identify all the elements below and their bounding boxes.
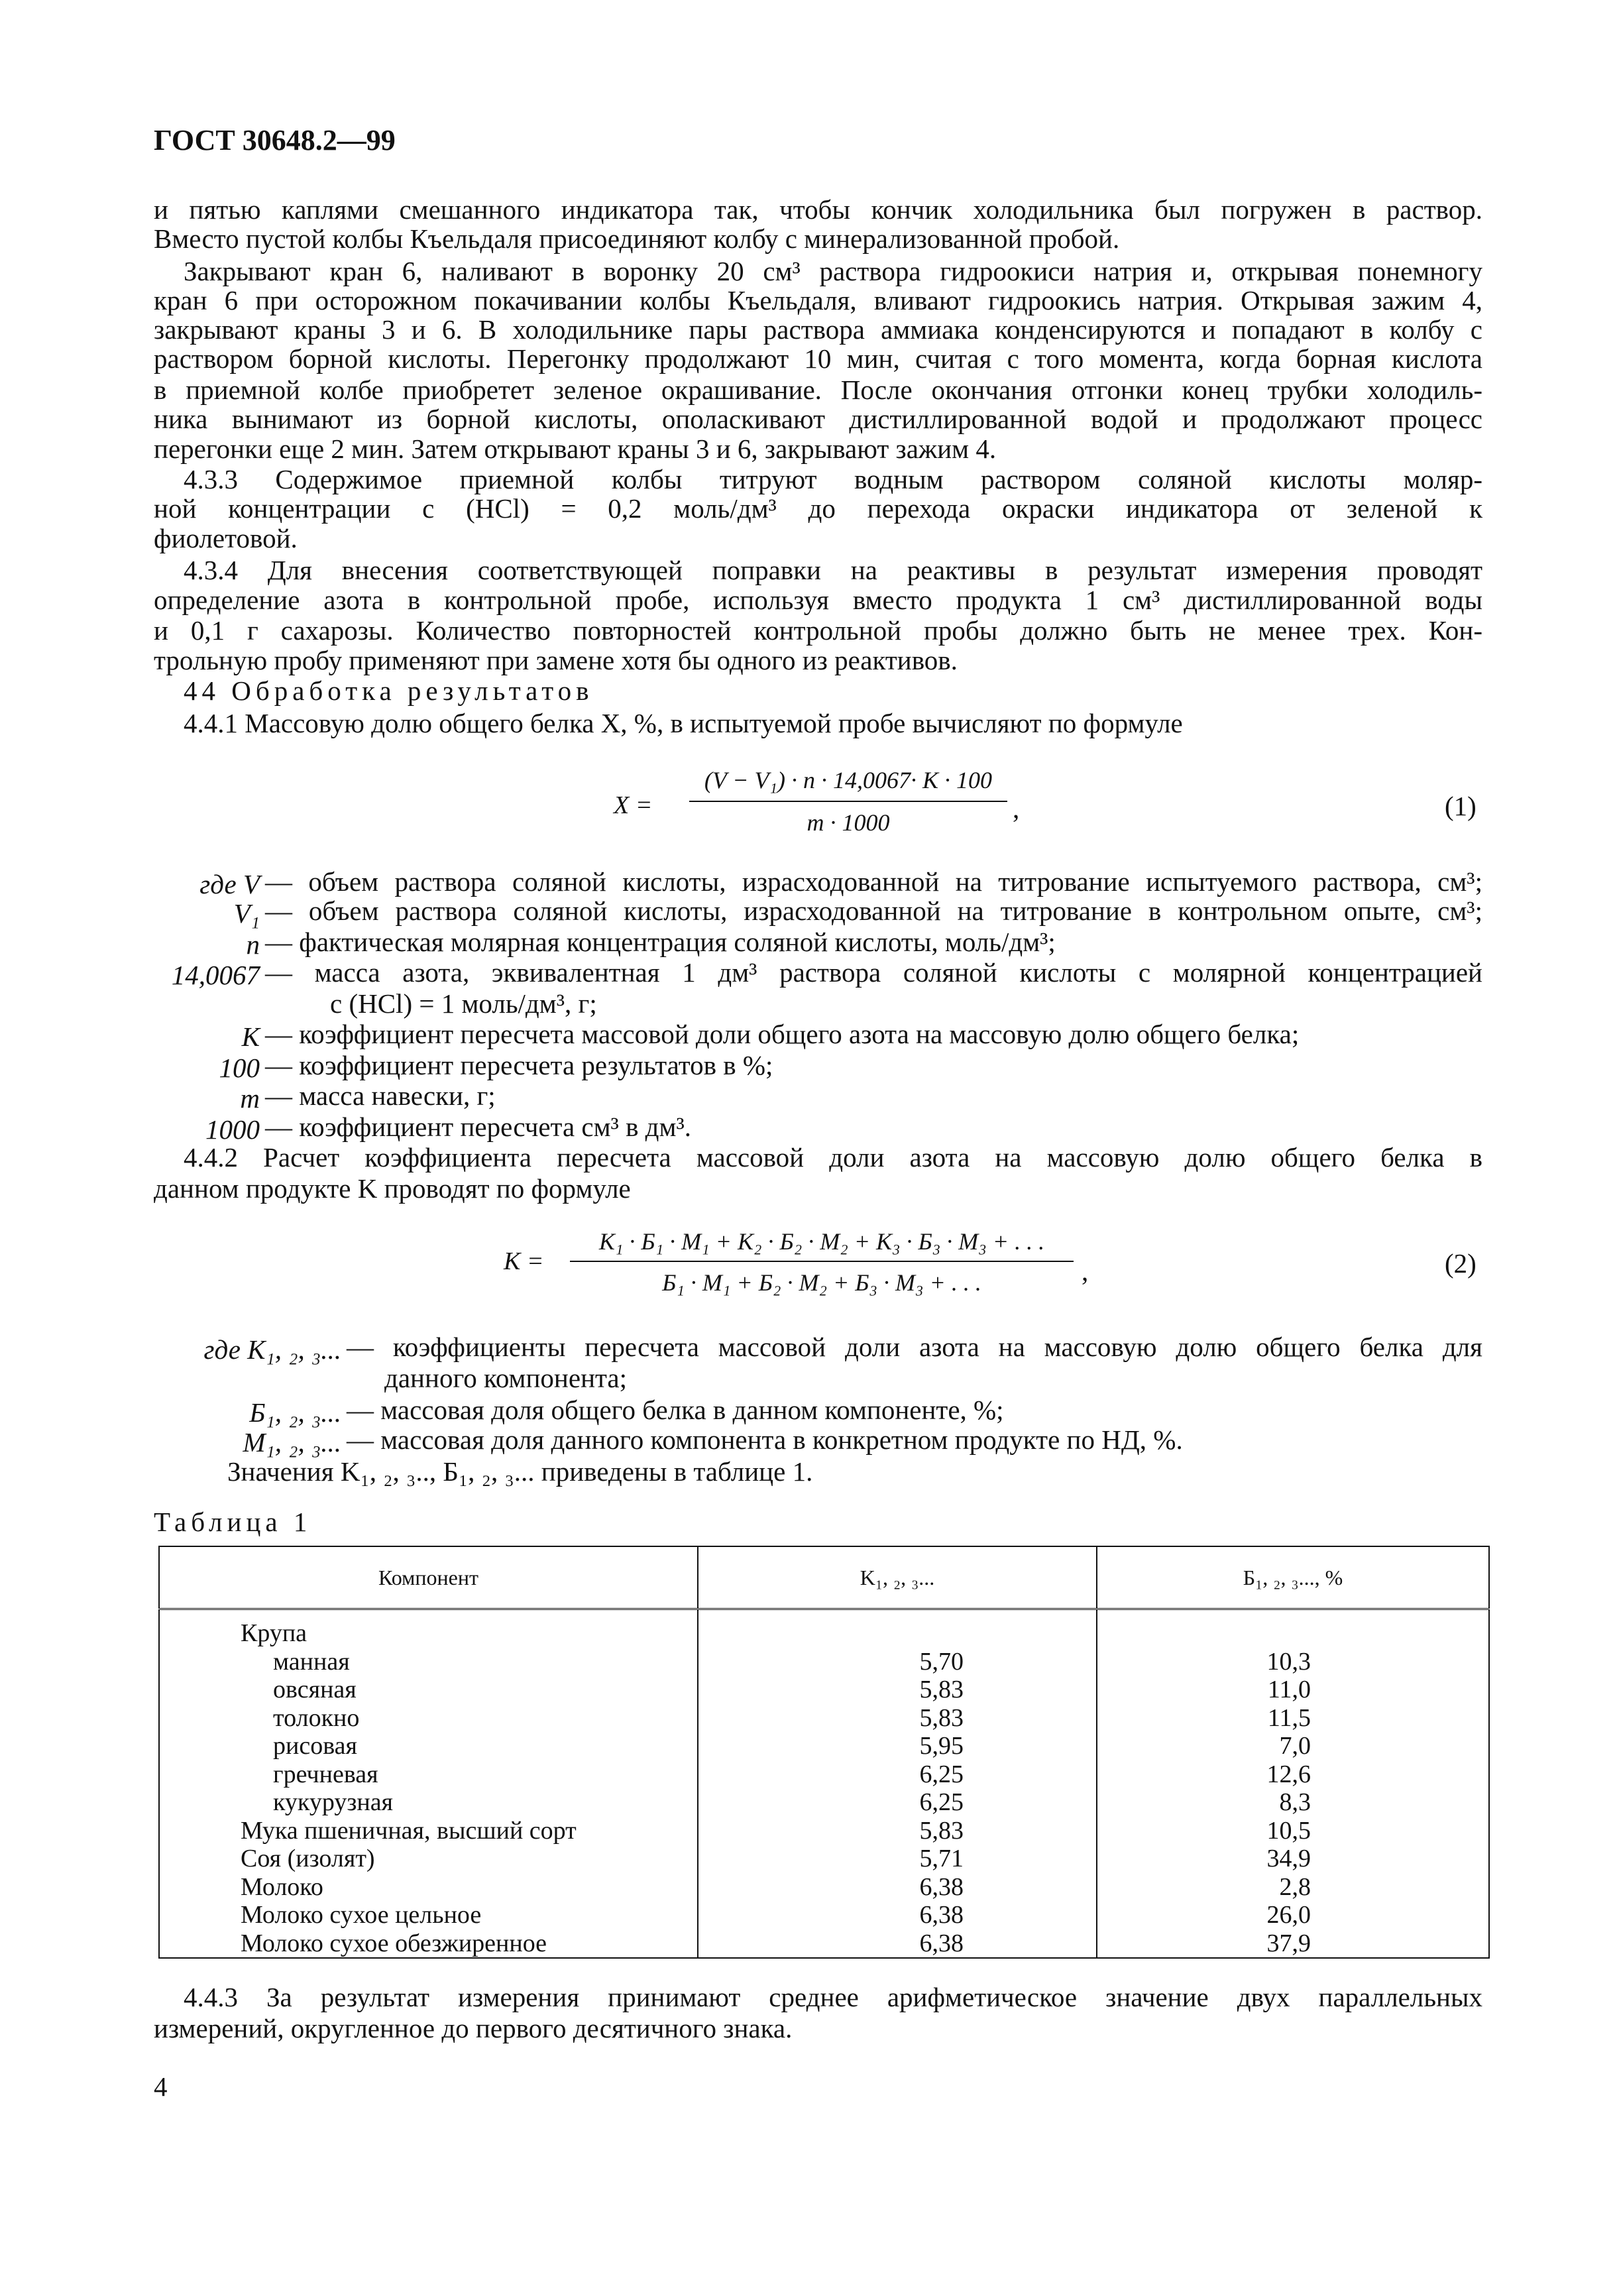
components-table: [158, 1546, 1490, 1959]
page-number: 4: [154, 2071, 168, 2102]
formula-1-denominator: m · 1000: [807, 809, 890, 836]
text-line: фиолетовой.: [154, 523, 298, 553]
section-heading: 44 Обработка результатов: [184, 675, 594, 706]
cell-b: 37,9: [1097, 1929, 1489, 1959]
definition-text: — объем раствора соляной кислоты, израсходованной на титрование в контрольном опыте, см³;: [265, 895, 1482, 926]
text-line: трольную пробу применяют при замене хотя бы одного из реактивов.: [154, 645, 958, 675]
definition-text: — массовая доля данного компонента в конкретном продукте по НД, %.: [347, 1424, 1183, 1455]
table-row: [159, 1648, 1489, 1676]
values-note: Значения K₁, ₂, ₃.., Б₁, ₂, ₃... приведены в таблице 1.: [227, 1456, 813, 1487]
text-line: закрывают краны 3 и 6. В холодильнике пары раствора аммиака конденсируются и попадают в колбу с: [154, 314, 1482, 345]
table-row: [159, 1676, 1489, 1704]
cell-k: 5,83: [698, 1704, 1097, 1733]
cell-component: гречневая: [159, 1760, 698, 1789]
document-header: ГОСТ 30648.2—99: [154, 124, 396, 156]
definition-term: 100: [219, 1053, 260, 1083]
definition-term: M₁, ₂, ₃...: [243, 1427, 341, 1458]
column-header-component: Компонент: [159, 1546, 698, 1609]
formula-2-numerator: K₁ · Б₁ · M₁ + K₂ · Б₂ · M₂ + K₃ · Б₃ · M₃ + . . .: [598, 1228, 1045, 1255]
cell-b: 26,0: [1097, 1901, 1489, 1929]
text-line: и 0,1 г сахарозы. Количество повторностей контрольной пробы должно быть не менее трех. Кон-: [154, 615, 1482, 646]
definition-term: 1000: [205, 1114, 260, 1145]
cell-k: 6,38: [698, 1901, 1097, 1929]
table-row: [159, 1732, 1489, 1760]
cell-k: 5,70: [698, 1648, 1097, 1676]
cell-component: Молоко сухое цельное: [159, 1901, 698, 1929]
text-line: измерений, округленное до первого десятичного знака.: [154, 2013, 793, 2043]
cell-k: 6,25: [698, 1760, 1097, 1789]
definition-term: m: [240, 1083, 260, 1114]
text-line: Вместо пустой колбы Къельдаля присоединяют колбу с минерализованной пробой.: [154, 223, 1120, 254]
column-header-b: Б₁, ₂, ₃..., %: [1097, 1546, 1489, 1609]
table-caption: Таблица 1: [154, 1507, 312, 1537]
text-line: Закрывают кран 6, наливают в воронку 20 см³ раствора гидроокиси натрия и, открывая понемногу: [184, 256, 1482, 286]
definition-term: V₁: [233, 898, 260, 929]
cell-b: 11,5: [1097, 1704, 1489, 1733]
cell-b: 34,9: [1097, 1845, 1489, 1873]
cell-b: 11,0: [1097, 1676, 1489, 1704]
cell-b: [1097, 1609, 1489, 1648]
cell-component: Крупа: [159, 1609, 698, 1648]
cell-k: [698, 1609, 1097, 1648]
table-header-row: [159, 1546, 1489, 1609]
text-line: 4.3.3 Содержимое приемной колбы титруют водным раствором соляной кислоты моляр-: [184, 464, 1482, 494]
definition-term: где V: [199, 869, 260, 899]
definition-text: — коэффициент пересчета см³ в дм³.: [265, 1112, 692, 1142]
text-line: 4.3.4 Для внесения соответствующей поправки на реактивы в результат измерения проводят: [184, 555, 1482, 585]
text-line: перегонки еще 2 мин. Затем открывают краны 3 и 6, закрывают зажим 4.: [154, 433, 997, 464]
definition-text: — коэффициент пересчета результатов в %;: [265, 1050, 773, 1080]
cell-component: Молоко: [159, 1873, 698, 1902]
cell-k: 5,83: [698, 1817, 1097, 1845]
formula-1-lhs: X =: [614, 791, 653, 819]
cell-b: 8,3: [1097, 1788, 1489, 1817]
text-line: 4.4.2 Расчет коэффициента пересчета массовой доли азота на массовую долю общего белка в: [184, 1142, 1482, 1173]
cell-k: 6,38: [698, 1873, 1097, 1902]
definition-text: c (HCl) = 1 моль/дм³, г;: [330, 988, 597, 1019]
cell-k: 6,38: [698, 1929, 1097, 1959]
formula-2-lhs: K =: [504, 1247, 544, 1275]
text-line: кран 6 при осторожном покачивании колбы Къельдаля, вливают гидроокись натрия. Открывая зажим 4,: [154, 285, 1482, 316]
cell-b: 10,5: [1097, 1817, 1489, 1845]
definition-term: где K₁, ₂, ₃...: [203, 1334, 341, 1365]
formula-2-denominator: Б₁ · M₁ + Б₂ · M₂ + Б₃ · M₃ + . . .: [662, 1269, 981, 1296]
formula-2-number: (2): [1445, 1248, 1476, 1279]
fraction-line: [570, 1261, 1074, 1262]
formula-1-comma: ,: [1013, 793, 1020, 824]
text-line: определение азота в контрольной пробе, используя вместо продукта 1 см³ дистиллированной воды: [154, 585, 1482, 615]
cell-component: рисовая: [159, 1732, 698, 1760]
table-row: [159, 1901, 1489, 1929]
text-line: ной концентрации с (HCl) = 0,2 моль/дм³ до перехода окраски индикатора от зеленой к: [154, 493, 1482, 524]
formula-2-comma: ,: [1082, 1256, 1089, 1287]
table-row: [159, 1609, 1489, 1648]
text-line: раствором борной кислоты. Перегонку продолжают 10 мин, считая с того момента, когда борная кислота: [154, 343, 1482, 374]
definition-term: Б₁, ₂, ₃...: [249, 1397, 341, 1428]
cell-k: 5,83: [698, 1676, 1097, 1704]
definition-term: n: [246, 929, 260, 960]
cell-k: 5,95: [698, 1732, 1097, 1760]
cell-component: Молоко сухое обезжиренное: [159, 1929, 698, 1959]
cell-b: 10,3: [1097, 1648, 1489, 1676]
definition-text: — масса навески, г;: [265, 1080, 496, 1111]
text-line: ника вынимают из борной кислоты, ополаскивают дистиллированной водой и продолжают процесс: [154, 404, 1482, 434]
text-line: в приемной колбе приобретет зеленое окрашивание. После окончания отгонки конец трубки холодиль-: [154, 374, 1482, 405]
cell-component: Мука пшеничная, высший сорт: [159, 1817, 698, 1845]
table-row: [159, 1788, 1489, 1817]
column-header-k: K₁, ₂, ₃...: [698, 1546, 1097, 1609]
cell-component: кукурузная: [159, 1788, 698, 1817]
fraction-line: [689, 801, 1007, 802]
definition-text: — объем раствора соляной кислоты, израсходованной на титрование испытуемого раствора, см³;: [265, 866, 1482, 897]
formula-1-number: (1): [1445, 791, 1476, 821]
table-row: [159, 1873, 1489, 1902]
text-line: 4.4.1 Массовую долю общего белка X, %, в испытуемой пробе вычисляют по формуле: [184, 708, 1183, 738]
text-line: данном продукте K проводят по формуле: [154, 1173, 631, 1204]
definition-text: — фактическая молярная концентрация соляной кислоты, моль/дм³;: [265, 927, 1056, 957]
definition-text: — коэффициенты пересчета массовой доли азота на массовую долю общего белка для: [347, 1332, 1482, 1362]
table-row: [159, 1704, 1489, 1733]
cell-component: толокно: [159, 1704, 698, 1733]
cell-component: овсяная: [159, 1676, 698, 1704]
table-row: [159, 1929, 1489, 1959]
cell-component: Соя (изолят): [159, 1845, 698, 1873]
cell-k: 5,71: [698, 1845, 1097, 1873]
definition-text: данного компонента;: [384, 1363, 628, 1393]
table-row: [159, 1817, 1489, 1845]
table-row: [159, 1760, 1489, 1789]
cell-k: 6,25: [698, 1788, 1097, 1817]
table-row: [159, 1845, 1489, 1873]
definition-text: — коэффициент пересчета массовой доли общего азота на массовую долю общего белка;: [265, 1019, 1300, 1049]
text-line: и пятью каплями смешанного индикатора так, чтобы кончик холодильника был погружен в раствор.: [154, 194, 1482, 225]
cell-b: 12,6: [1097, 1760, 1489, 1789]
formula-1-numerator: (V − V₁) · n · 14,0067· K · 100: [704, 767, 993, 793]
cell-component: манная: [159, 1648, 698, 1676]
definition-text: — масса азота, эквивалентная 1 дм³ раствора соляной кислоты с молярной концентрацией: [265, 957, 1482, 988]
cell-b: 7,0: [1097, 1732, 1489, 1760]
definition-term: 14,0067: [171, 960, 260, 990]
definition-text: — массовая доля общего белка в данном компоненте, %;: [347, 1395, 1004, 1425]
cell-b: 2,8: [1097, 1873, 1489, 1902]
text-line: 4.4.3 За результат измерения принимают среднее арифметическое значение двух параллельных: [184, 1982, 1482, 2012]
definition-term: K: [241, 1021, 260, 1052]
